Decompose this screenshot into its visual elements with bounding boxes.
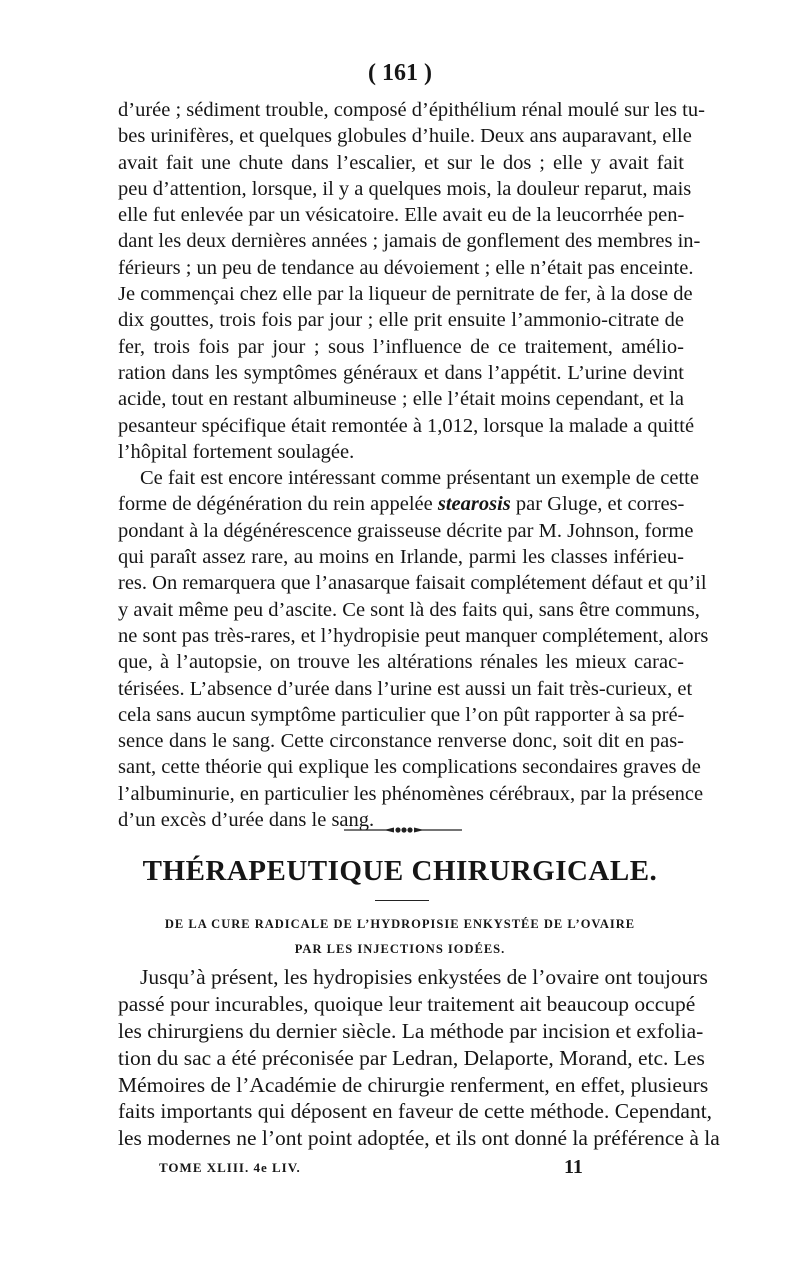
text-line-with-term: [118, 491, 684, 517]
text-line: l’albuminurie, en particulier les phénomènes cérébraux, par la présence: [118, 782, 704, 805]
page-number: ( 161 ): [368, 60, 432, 86]
text-line: dant les deux dernières années ; jamais de gonflement des membres in-: [118, 230, 701, 253]
text-line: bes urinifères, et quelques globules d’huile. Deux ans auparavant, elle: [118, 125, 692, 148]
text-line: sence dans le sang. Cette circonstance renverse donc, soit dit en pas-: [118, 730, 684, 753]
article-subtitle-line2: PAR LES INJECTIONS IODÉES.: [294, 942, 506, 956]
text-line: ne sont pas très-rares, et l’hydropisie peut manquer complétement, alors: [118, 624, 709, 647]
text-line: elle fut enlevée par un vésicatoire. Elle avait eu de la leucorrhée pen-: [118, 204, 685, 227]
text-line: Je commençai chez elle par la liqueur de pernitrate de fer, à la dose de: [118, 283, 693, 306]
body-text-lower: [118, 964, 720, 1152]
text-line: peu d’attention, lorsque, il y a quelques mois, la douleur reparut, mais: [118, 177, 692, 200]
text-line: fer, trois fois par jour ; sous l’influence de ce traitement, amélio-: [118, 335, 684, 358]
title-rule: [375, 900, 429, 901]
text-line: faits importants qui déposent en faveur de cette méthode. Cependant,: [118, 1099, 713, 1124]
text-line: d’un excès d’urée dans le sang.: [118, 809, 375, 832]
volume-signature: TOME XLIII. 4e LIV.: [159, 1160, 301, 1175]
text-line: d’urée ; sédiment trouble, composé d’épithélium rénal moulé sur les tu-: [118, 99, 705, 121]
text-line: que, à l’autopsie, on trouve les altérations rénales les mieux carac-: [118, 651, 684, 674]
text-fragment: forme de dégénération du rein appelée: [118, 493, 438, 516]
ornamental-divider: [344, 826, 462, 834]
text-line: dix gouttes, trois fois par jour ; elle prit ensuite l’ammonio-citrate de: [118, 309, 684, 332]
text-line: y avait même peu d’ascite. Ce sont là des faits qui, sans être communs,: [118, 598, 700, 621]
text-line: Mémoires de l’Académie de chirurgie renferment, en effet, plusieurs: [118, 1072, 709, 1097]
section-title: THÉRAPEUTIQUE CHIRURGICALE.: [142, 855, 658, 887]
text-line: res. On remarquera que l’anasarque faisait complétement défaut et qu’il: [118, 572, 707, 595]
paragraph-first-line: Jusqu’à présent, les hydropisies enkystées de l’ovaire ont toujours: [140, 965, 708, 989]
paragraph-first-line: Ce fait est encore intéressant comme présentant un exemple de cette: [140, 467, 699, 490]
body-text-upper: [118, 97, 709, 833]
article-subtitle-line1: DE LA CURE RADICALE DE L’HYDROPISIE ENKYSTÉE DE L’OVAIRE: [164, 917, 636, 931]
text-line: sant, cette théorie qui explique les complications secondaires graves de: [118, 756, 701, 779]
text-line: férieurs ; un peu de tendance au dévoiement ; elle n’était pas enceinte.: [118, 256, 694, 279]
text-line: passé pour incurables, quoique leur traitement ait beaucoup occupé: [118, 991, 696, 1016]
text-line: les chirurgiens du dernier siècle. La méthode par incision et exfolia-: [118, 1018, 704, 1043]
text-line: acide, tout en restant albumineuse ; elle l’était moins cependant, et la: [118, 388, 684, 411]
text-fragment: par Gluge, et corres-: [510, 493, 685, 516]
text-line: pesanteur spécifique était remontée à 1,012, lorsque la malade a quitté: [118, 414, 695, 437]
text-line: cela sans aucun symptôme particulier que l’on pût rapporter à sa pré-: [118, 703, 685, 726]
text-line: ration dans les symptômes généraux et dans l’appétit. L’urine devint: [118, 361, 684, 384]
text-line: les modernes ne l’ont point adoptée, et ils ont donné la préférence à la: [118, 1126, 720, 1151]
text-line: qui paraît assez rare, au moins en Irlande, parmi les classes inférieu-: [118, 546, 684, 569]
text-line: pondant à la dégénérescence graisseuse décrite par M. Johnson, forme: [118, 519, 694, 542]
text-line: avait fait une chute dans l’escalier, et sur le dos ; elle y avait fait: [118, 151, 684, 174]
text-line: l’hôpital fortement soulagée.: [118, 440, 355, 463]
text-line: térisées. L’absence d’urée dans l’urine est aussi un fait très-curieux, et: [118, 677, 693, 700]
text-line: tion du sac a été préconisée par Ledran, Delaporte, Morand, etc. Les: [118, 1045, 705, 1070]
gathering-number: 11: [564, 1156, 583, 1178]
italic-term: stearosis: [437, 493, 511, 516]
